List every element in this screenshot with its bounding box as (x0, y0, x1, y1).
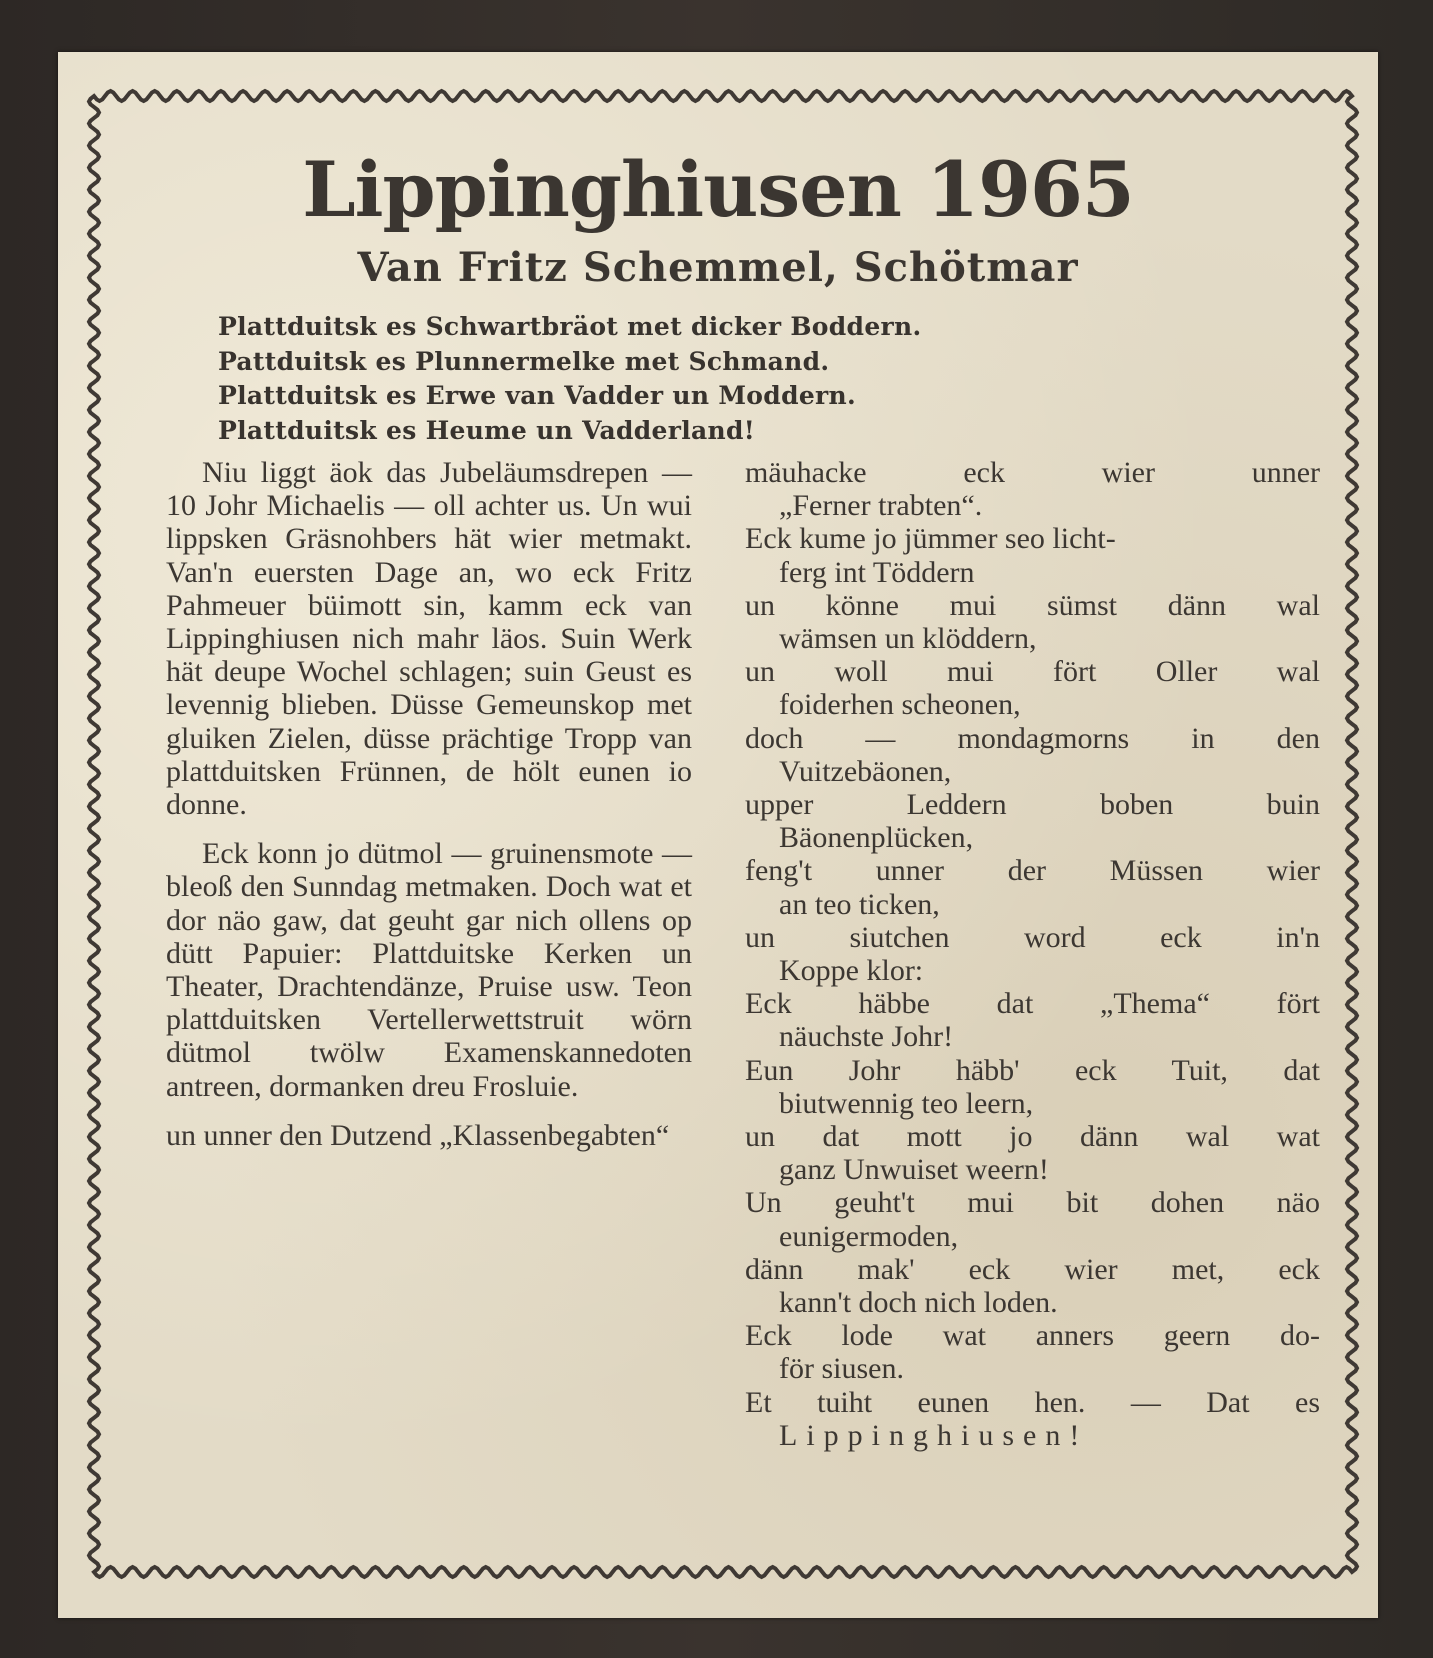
poem-line: Eck kume jo jümmer seo licht- (745, 522, 1116, 556)
poem-line: foiderhen scheonen, (779, 688, 1021, 722)
verse-line: Plattduitsk es Erwe van Vadder un Moddern. (218, 381, 857, 410)
right-column-poem (745, 456, 1320, 1452)
poem-line: un woll mui fört Oller wal (745, 655, 1320, 689)
poem-line: „Ferner trabten“. (779, 489, 983, 523)
poem-line: kann't doch nich loden. (779, 1286, 1058, 1320)
poem-line: Eck lode wat anners geern do- (745, 1319, 1320, 1353)
poem-line: Eun Johr häbb' eck Tuit, dat (745, 1053, 1320, 1087)
poem-line: Un geuht't mui bit dohen näo (745, 1186, 1320, 1220)
poem-line: biutwennig teo leern, (779, 1086, 1034, 1120)
article-title: Lippinghiusen 1965 (302, 145, 1134, 234)
paragraph: Eck konn jo dütmol — gruinensmote — bleoß den Sunndag metmaken. Doch wat et dor näo gaw, dat geuht gar nich ollens op dütt Papuier: Plattduitske Kerken un Theater, Drachtendänze, Pruise usw. Teon plattduitsken Vertellerwettstruit wörn dütmol twölw Examenskannedoten antreen, dormanken dreu Frosluie. (166, 837, 692, 1103)
poem-line: näuchste Johr! (779, 1020, 954, 1054)
poem-line: ganz Unwuiset weern! (779, 1153, 1049, 1187)
verse-line: Plattduitsk es Schwartbräot met dicker Boddern. (218, 312, 922, 341)
poem-line: Lippinghiusen! (779, 1418, 1089, 1452)
poem-line: Koppe klor: (779, 954, 924, 988)
newspaper-clipping (58, 52, 1378, 1618)
poem-line: upper Leddern boben buin (745, 788, 1320, 822)
poem-line: eunigermoden, (779, 1219, 959, 1253)
poem-line: doch — mondagmorns in den (745, 721, 1320, 755)
poem-line: wämsen un klöddern, (779, 622, 1037, 656)
paragraph: un unner den Dutzend „Klassenbegabten“ (166, 1118, 670, 1152)
poem-line: mäuhacke eck wier unner (745, 456, 1320, 489)
poem-line: dänn mak' eck wier met, eck (745, 1252, 1320, 1286)
poem-line: feng't unner der Müssen wier (745, 854, 1320, 888)
poem-line: un dat mott jo dänn wal wat (745, 1120, 1320, 1154)
poem-line: un könne mui sümst dänn wal (745, 588, 1320, 622)
poem-line: Vuitzebäonen, (779, 754, 952, 788)
poem-line: ferg int Töddern (779, 555, 975, 589)
article-byline: Van Fritz Schemmel, Schötmar (357, 244, 1079, 291)
poem-line: Bäonenplücken, (779, 821, 974, 855)
poem-line: un siutchen word eck in'n (745, 920, 1320, 954)
paragraph: Niu liggt äok das Jubeläumsdrepen — 10 Johr Michaelis — oll achter us. Un wui lippsken Gräsnohbers hät wier metmakt. Van'n euersten Dage an, wo eck Fritz Pahmeuer büimott sin, kamm eck van Lippinghiusen nich mahr läos. Suin Werk hät deupe Wochel schlagen; suin Geust es levennig blieben. Düsse Gemeunskop met gluiken Zielen, düsse prächtige Tropp van plattduitsken Frünnen, de hölt eunen io donne. (166, 456, 692, 822)
intro-verses (218, 310, 1218, 448)
poem-line: Et tuiht eunen hen. — Dat es (745, 1385, 1320, 1419)
verse-line: Plattduitsk es Heume un Vadderland! (218, 415, 756, 445)
poem-line: för siusen. (779, 1352, 904, 1386)
poem-line: Eck häbbe dat „Thema“ fört (745, 987, 1320, 1021)
verse-line: Pattduitsk es Plunnermelke met Schmand. (218, 346, 830, 376)
left-column (166, 456, 692, 1168)
poem-line: an teo ticken, (779, 887, 940, 921)
